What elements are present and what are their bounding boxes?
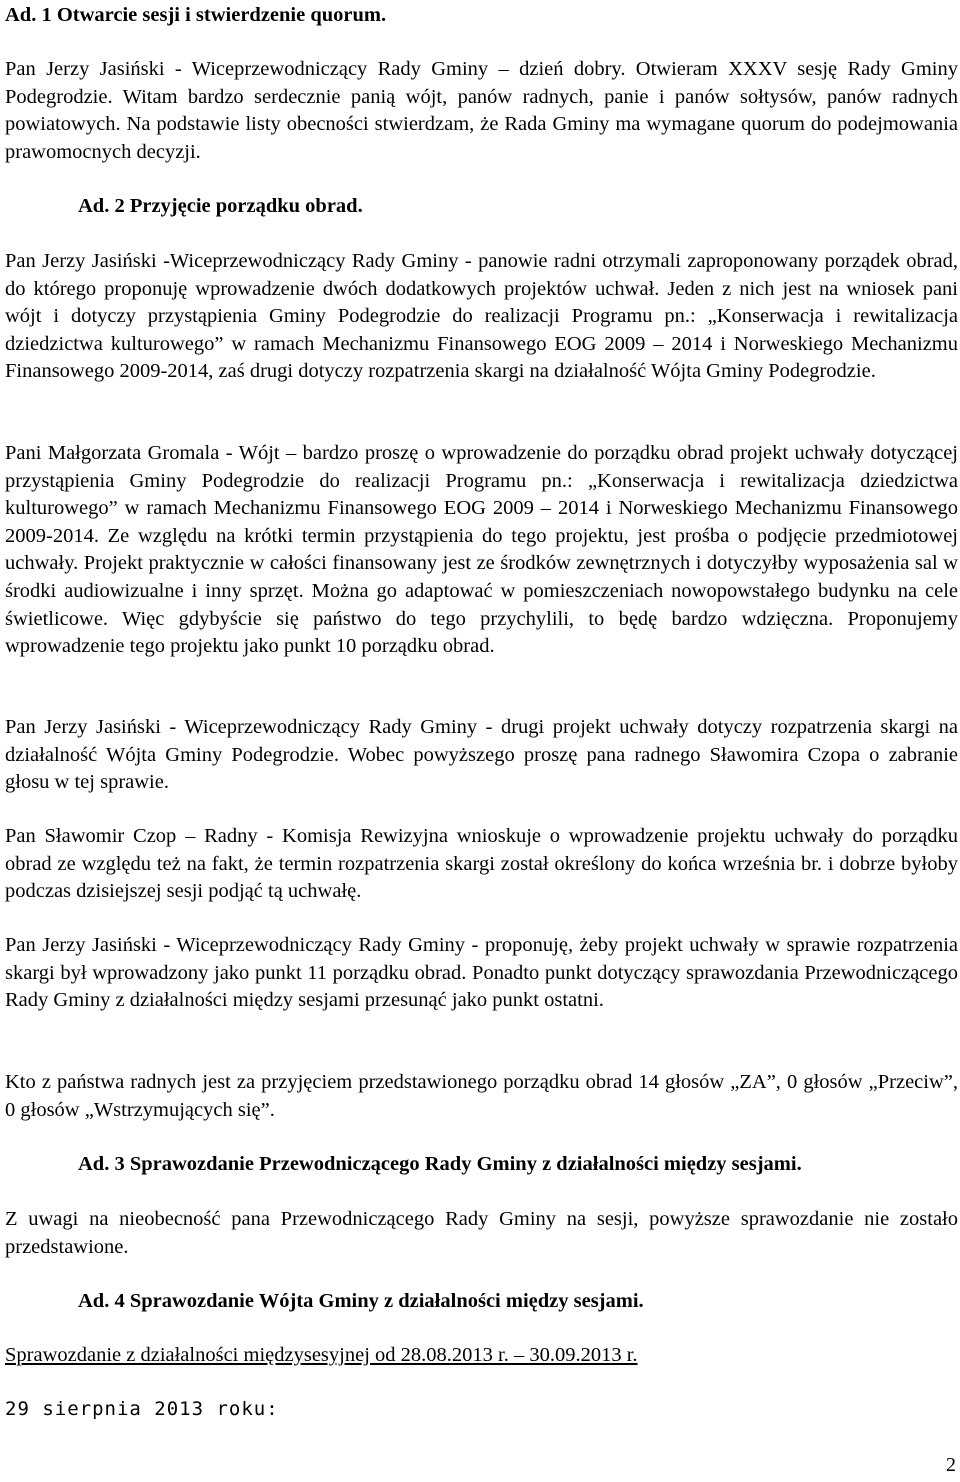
- paragraph-vote-result: Kto z państwa radnych jest za przyjęciem przedstawionego porządku obrad 14 głosów „ZA”, 0 głosów „Przeciw”, 0 głosów „Wstrzymujących się”.: [5, 1071, 958, 1121]
- date-line: 29 sierpnia 2013 roku:: [5, 1398, 279, 1420]
- paragraph-complaint-project: Pan Jerzy Jasiński - Wiceprzewodniczący Rady Gminy - drugi projekt uchwały dotyczy rozpatrzenia skargi na działalność Wójta Gminy Podegrodzie. Wobec powyższego proszę pana radnego Sławomira Czopa o zabranie głosu w tej sprawie.: [5, 716, 958, 794]
- heading-ad4: Ad. 4 Sprawozdanie Wójta Gminy z działalności między sesjami.: [78, 1290, 644, 1312]
- heading-ad3: Ad. 3 Sprawozdanie Przewodniczącego Rady Gminy z działalności między sesjami.: [78, 1153, 802, 1175]
- paragraph-audit-committee: Pan Sławomir Czop – Radny - Komisja Rewizyjna wnioskuje o wprowadzenie projektu uchwały do porządku obrad ze względu też na fakt, że termin rozpatrzenia skargi został określony do końca września br. i dobrze byłoby podczas dzisiejszej sesji podjąć tą uchwałę.: [5, 825, 958, 903]
- paragraph-chairman-absence: Z uwagi na nieobecność pana Przewodniczącego Rady Gminy na sesji, powyższe sprawozdanie nie zostało przedstawione.: [5, 1208, 958, 1258]
- paragraph-agenda-proposal: Pan Jerzy Jasiński -Wiceprzewodniczący Rady Gminy - panowie radni otrzymali zaproponowany porządek obrad, do którego proponuję wprowadzenie dwóch dodatkowych projektów uchwał. Jeden z nich jest na wniosek pani wójt i dotyczy przystąpienia Gminy Podegrodzie do realizacji Programu pn.: „Konserwacja i rewitalizacja dziedzictwa kulturowego” w ramach Mechanizmu Finansowego EOG 2009 – 2014 i Norweskiego Mechanizmu Finansowego 2009-2014, zaś drugi dotyczy rozpatrzenia skargi na działalność Wójta Gminy Podegrodzie.: [5, 250, 958, 383]
- paragraph-wojt-request: Pani Małgorzata Gromala - Wójt – bardzo proszę o wprowadzenie do porządku obrad projekt uchwały dotyczącej przystąpienia Gminy Podegrodzie do realizacji Programu pn.: „Konserwacja i rewitalizacja dziedzictwa kulturowego” w ramach Mechanizmu Finansowego EOG 2009 – 2014 i Norweskiego Mechanizmu Finansowego 2009-2014. Ze względu na krótki termin przystąpienia do tego projektu, jest prośba o podjęcie przedmiotowej uchwały. Projekt praktycznie w całości finansowany jest ze środków zewnętrznych i dotyczyłby wyposażenia sal w środki audiowizualne i inny sprzęt. Można go adaptować w pomieszczeniach nowopowstałego budynku na cele świetlicowe. Więc gdybyście się państwo do tego przychylili, to będę bardzo wdzięczna. Proponujemy wprowadzenie tego projektu jako punkt 10 porządku obrad.: [5, 442, 958, 658]
- report-title: Sprawozdanie z działalności międzysesyjnej od 28.08.2013 r. – 30.09.2013 r.: [5, 1344, 638, 1366]
- heading-ad2: Ad. 2 Przyjęcie porządku obrad.: [78, 195, 363, 217]
- paragraph-agenda-changes: Pan Jerzy Jasiński - Wiceprzewodniczący Rady Gminy - proponuję, żeby projekt uchwały w sprawie rozpatrzenia skargi był wprowadzony jako punkt 11 porządku obrad. Ponadto punkt dotyczący sprawozdania Przewodniczącego Rady Gminy z działalności między sesjami przesunąć jako punkt ostatni.: [5, 934, 958, 1012]
- page-number: 2: [946, 1454, 956, 1476]
- paragraph-opening: Pan Jerzy Jasiński - Wiceprzewodniczący Rady Gminy – dzień dobry. Otwieram XXXV sesję Rady Gminy Podegrodzie. Witam bardzo serdecznie panią wójt, panów radnych, panie i panów sołtysów, panów radnych powiatowych. Na podstawie listy obecności stwierdzam, że Rada Gminy ma wymagane quorum do podejmowania prawomocnych decyzji.: [5, 58, 958, 163]
- heading-ad1: Ad. 1 Otwarcie sesji i stwierdzenie quorum.: [5, 4, 387, 26]
